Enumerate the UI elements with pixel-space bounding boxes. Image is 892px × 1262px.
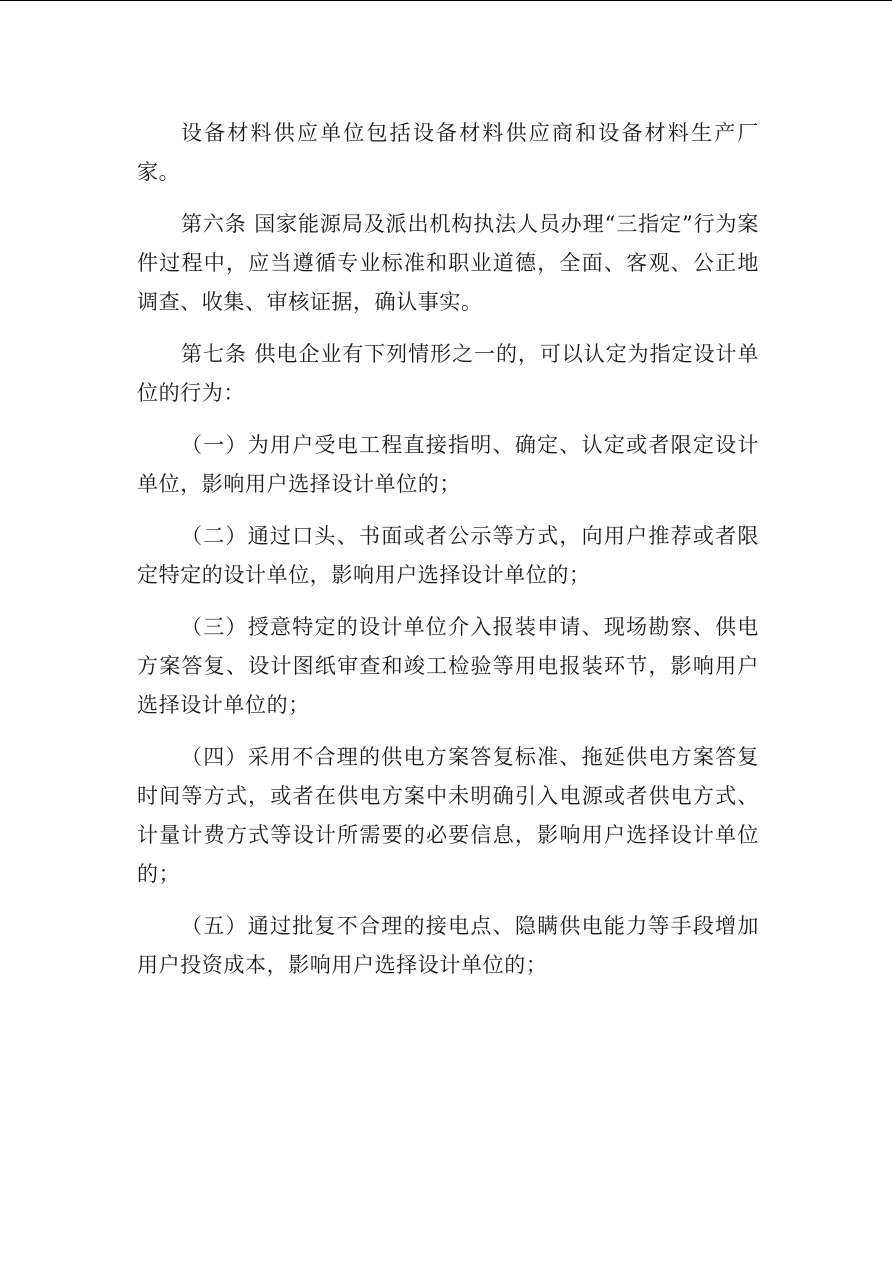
paragraph-item-4: （四）采用不合理的供电方案答复标准、拖延供电方案答复时间等方式，或者在供电方案中未明确引入电源或者供电方式、计量计费方式等设计所需要的必要信息，影响用户选择设计单位的； <box>137 745 759 886</box>
paragraph-item-5: （五）通过批复不合理的接电点、隐瞒供电能力等手段增加用户投资成本，影响用户选择设计单位的； <box>137 914 759 977</box>
paragraph-material-suppliers: 设备材料供应单位包括设备材料供应商和设备材料生产厂家。 <box>137 121 759 184</box>
paragraph-item-1: （一）为用户受电工程直接指明、确定、认定或者限定设计单位，影响用户选择设计单位的； <box>137 433 759 496</box>
paragraph-article-7: 第七条 供电企业有下列情形之一的，可以认定为指定设计单位的行为： <box>137 342 759 405</box>
paragraph-item-3: （三）授意特定的设计单位介入报装申请、现场勘察、供电方案答复、设计图纸审查和竣工检验等用电报装环节，影响用户选择设计单位的； <box>137 615 759 717</box>
paragraph-item-2: （二）通过口头、书面或者公示等方式，向用户推荐或者限定特定的设计单位，影响用户选择设计单位的； <box>137 524 759 587</box>
document-body <box>137 114 759 998</box>
paragraph-article-6: 第六条 国家能源局及派出机构执法人员办理“三指定”行为案件过程中，应当遵循专业标准和职业道德，全面、客观、公正地调查、收集、审核证据，确认事实。 <box>137 212 759 314</box>
